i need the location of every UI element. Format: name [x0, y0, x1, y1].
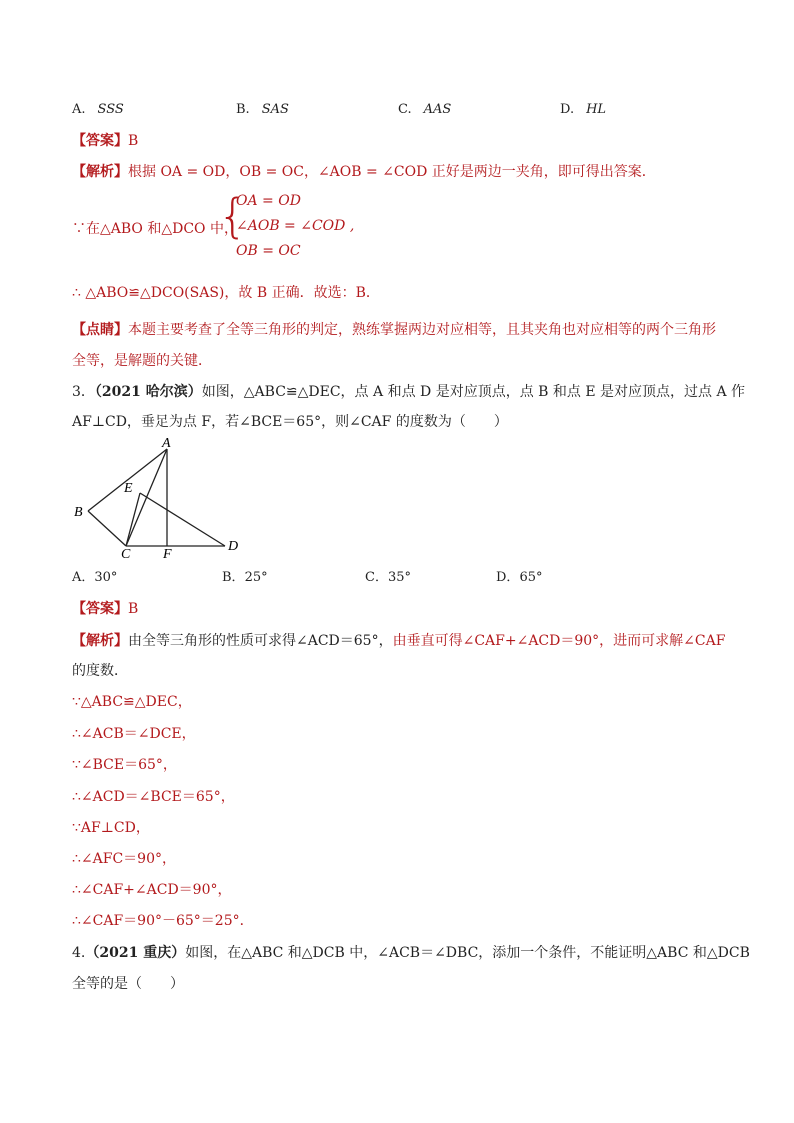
q3-stem-line-1: 3．（2021 哈尔滨）如图，△ABC≌△DEC，点 A 和点 D 是对应顶点，点 B 和点 E 是对应顶点，过点 A 作 — [72, 384, 746, 400]
q2-system-line-1: OA = OD — [236, 193, 301, 209]
q3-option-d: D．65° — [496, 570, 543, 585]
q3-analysis-line-1: 【解析】由全等三角形的性质可求得∠ACD＝65°，由垂直可得∠CAF+∠ACD＝90°，进而可求解∠CAF — [72, 633, 726, 649]
q3-option-c: C．35° — [365, 570, 411, 585]
q3-step-5: ∵AF⊥CD， — [72, 820, 150, 836]
q2-comment-line-2: 全等，是解题的关键． — [72, 353, 212, 369]
q2-option-b: B. SAS — [236, 102, 289, 117]
label-A: A — [162, 436, 171, 451]
q3-step-3: ∵∠BCE＝65°， — [72, 757, 177, 773]
segment-BC — [88, 511, 126, 546]
label-D: D — [228, 539, 239, 554]
q2-comment-line-1: 【点睛】本题主要考查了全等三角形的判定，熟练掌握两边对应相等，且其夹角也对应相等的两个三角形 — [72, 322, 716, 338]
q4-stem-line-1: 4.（2021 重庆）如图，在△ABC 和△DCB 中，∠ACB＝∠DBC，添加一个条件，不能证明△ABC 和△DCB — [72, 945, 750, 961]
q3-answer: 【答案】B — [72, 601, 139, 617]
q3-analysis-line-2: 的度数． — [72, 663, 128, 679]
q2-since-prefix: ∵在△ABO 和△DCO 中， — [72, 221, 238, 237]
q3-step-7: ∴∠CAF+∠ACD＝90°， — [72, 882, 232, 898]
label-E: E — [124, 481, 133, 496]
q3-stem-line-2: AF⊥CD，垂足为点 F，若∠BCE＝65°，则∠CAF 的度数为（ ） — [72, 414, 508, 430]
q3-step-4: ∴∠ACD＝∠BCE＝65°， — [72, 789, 235, 805]
label-C: C — [121, 547, 131, 560]
label-F: F — [163, 547, 172, 560]
q3-option-a: A．30° — [72, 570, 118, 585]
q2-system-line-2: ∠AOB = ∠COD , — [236, 218, 355, 234]
q2-option-d: D. HL — [560, 102, 607, 117]
q2-analysis: 【解析】根据 OA = OD，OB = OC，∠AOB = ∠COD 正好是两边一夹角，即可得出答案． — [72, 164, 656, 180]
q2-option-a: A. SSS — [72, 102, 124, 117]
q2-answer: 【答案】B — [72, 133, 139, 149]
q2-system-line-3: OB = OC — [236, 243, 301, 259]
label-B: B — [74, 505, 83, 520]
q3-option-b: B．25° — [222, 570, 268, 585]
q3-step-1: ∵△ABC≌△DEC， — [72, 694, 192, 710]
q4-stem-line-2: 全等的是（ ） — [72, 976, 184, 992]
q3-triangle-figure — [70, 436, 250, 560]
q3-step-6: ∴∠AFC＝90°， — [72, 851, 176, 867]
segment-ED — [140, 493, 225, 546]
q2-option-c: C. AAS — [398, 102, 452, 117]
q2-conclusion: ∴ △ABO≌△DCO(SAS)，故 B 正确．故选：B． — [72, 285, 380, 301]
q3-step-2: ∴∠ACB＝∠DCE， — [72, 726, 196, 742]
q2-brace: { — [218, 189, 248, 243]
q3-step-8: ∴∠CAF＝90°－65°＝25°． — [72, 913, 254, 929]
